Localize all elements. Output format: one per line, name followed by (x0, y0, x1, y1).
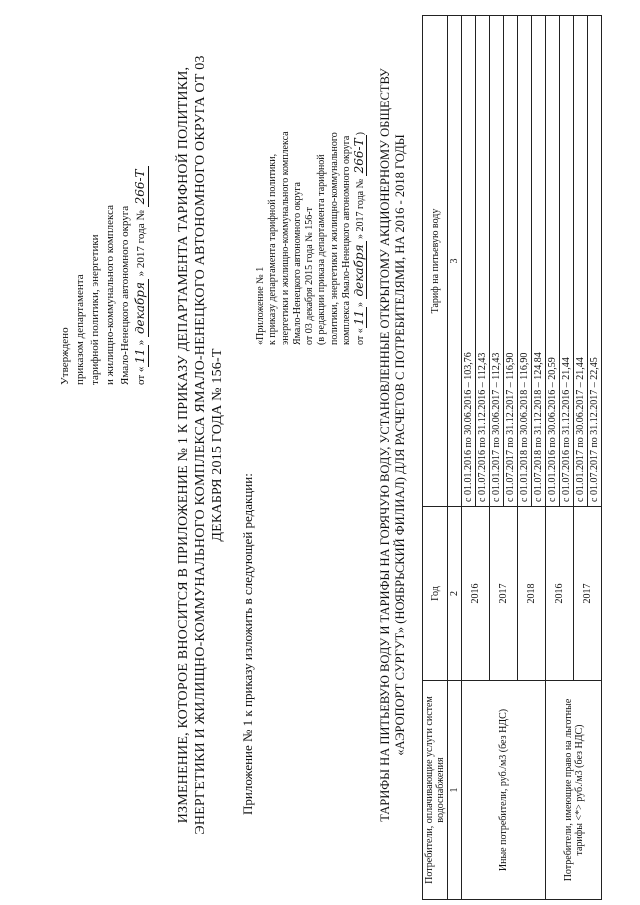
appendix-line: от 03 декабря 2015 года № 156-т (304, 207, 316, 345)
year-cell: 2018 (518, 507, 546, 681)
approval-block (58, 5, 149, 385)
tariff-cell: с 01.07.2017 по 31.12.2017 – 22,45 (588, 16, 602, 507)
tariff-cell: с 01.01.2017 по 30.06.2017 – 112,43 (490, 16, 504, 507)
appendix-line: политики, энергетики и жилищно-коммунального (328, 132, 340, 345)
approval-date-line: от «11» декабря » 2017 года № 266-Т (133, 5, 149, 385)
table-row (462, 16, 476, 900)
column-number: 3 (448, 16, 462, 507)
appendix-line: к приказу департамента тарифной политики, (267, 153, 279, 345)
tariff-cell: с 01.07.2017 по 31.12.2017 – 116,90 (504, 16, 518, 507)
appendix-date-line: от «11» декабря » 2017 года № 266-Т) (352, 132, 367, 345)
header-year: Год (423, 507, 448, 681)
consumer-group-label: Иные потребители, руб./м3 (без НДС) (462, 681, 546, 900)
approval-line: приказом департамента (74, 274, 86, 385)
document-title: ИЗМЕНЕНИЕ, КОТОРОЕ ВНОСИТСЯ В ПРИЛОЖЕНИЕ № 1 К ПРИКАЗУ ДЕПАРТАМЕНТА ТАРИФНОЙ ПОЛИТИКИ, ЭНЕРГЕТИКИ И ЖИЛИЩНО-КОММУНАЛЬНОГО КОМПЛЕКСА ЯМАЛО-НЕНЕЦКОГО АВТОНОМНОГО ОКРУГА ОТ 03 ДЕКАБРЯ 2015 ГОДА № 156-Т (176, 55, 225, 835)
appendix-line: энергетики и жилищно-коммунального комплекса (279, 131, 291, 345)
handwritten-month: декабря (353, 241, 366, 299)
appendix-line: (в редакции приказа департамента тарифной (316, 154, 328, 345)
table-row (546, 16, 560, 900)
year-cell: 2017 (490, 507, 518, 681)
header-consumers: Потребители, оплачивающие услуги систем водоснабжения (423, 681, 448, 900)
handwritten-day: 11 (133, 345, 149, 366)
column-number: 2 (448, 507, 462, 681)
appendix-line: комплекса Ямало-Ненецкого автономного округа (341, 135, 353, 345)
handwritten-number: 266-Т (353, 135, 366, 176)
consumer-group-label: Потребители, имеющие право на льготные тарифы <*> руб./м3 (без НДС) (546, 681, 602, 900)
handwritten-number: 266-Т (133, 166, 149, 207)
column-number: 1 (448, 681, 462, 900)
appendix-line: Ямало-Ненецкого автономного округа (291, 182, 303, 345)
tariff-cell: с 01.01.2016 по 30.06.2016 – 103,76 (462, 16, 476, 507)
header-tariff: Тариф на питьевую воду (423, 16, 448, 507)
table-header-row (423, 16, 448, 900)
year-cell: 2017 (574, 507, 602, 681)
tariff-cell: с 01.07.2016 по 31.12.2016 – 112,43 (476, 16, 490, 507)
handwritten-day: 11 (353, 307, 366, 328)
table-title: ТАРИФЫ НА ПИТЬЕВУЮ ВОДУ И ТАРИФЫ НА ГОРЯЧУЮ ВОДУ, УСТАНОВЛЕННЫЕ ОТКРЫТОМУ АКЦИОНЕРНОМУ ОБЩЕСТВУ «АЭРОПОРТ СУРГУТ» (НОЯБРЬСКИЙ ФИЛИАЛ) ДЛЯ РАСЧЕТОВ С ПОТРЕБИТЕЛЯМИ, НА 2016 - 2018 ГОДЫ (378, 68, 407, 822)
tariff-cell: с 01.01.2018 по 30.06.2018 – 116,90 (518, 16, 532, 507)
appendix-block (255, 25, 368, 345)
intro-text: Приложение № 1 к приказу изложить в следующей редакции: (240, 473, 255, 815)
handwritten-month: декабря (133, 279, 149, 337)
approval-line: Ямало-Ненецкого автономного округа (119, 205, 131, 385)
tariff-cell: с 01.01.2017 по 30.06.2017 – 21,44 (574, 16, 588, 507)
tariff-cell: с 01.07.2018 по 31.12.2018 – 124,84 (532, 16, 546, 507)
tariff-cell: с 01.01.2016 по 30.06.2016 – 20,59 (546, 16, 560, 507)
year-cell: 2016 (546, 507, 574, 681)
approval-line: тарифной политики, энергетики (89, 234, 101, 385)
tariff-table (422, 15, 602, 900)
year-cell: 2016 (462, 507, 490, 681)
table-number-row (448, 16, 462, 900)
approval-line: Утверждено (59, 327, 71, 385)
approval-line: и жилищно-коммунального комплекса (104, 204, 116, 385)
appendix-line: «Приложение № 1 (255, 266, 266, 345)
tariff-cell: с 01.07.2016 по 31.12.2016 – 21,44 (560, 16, 574, 507)
